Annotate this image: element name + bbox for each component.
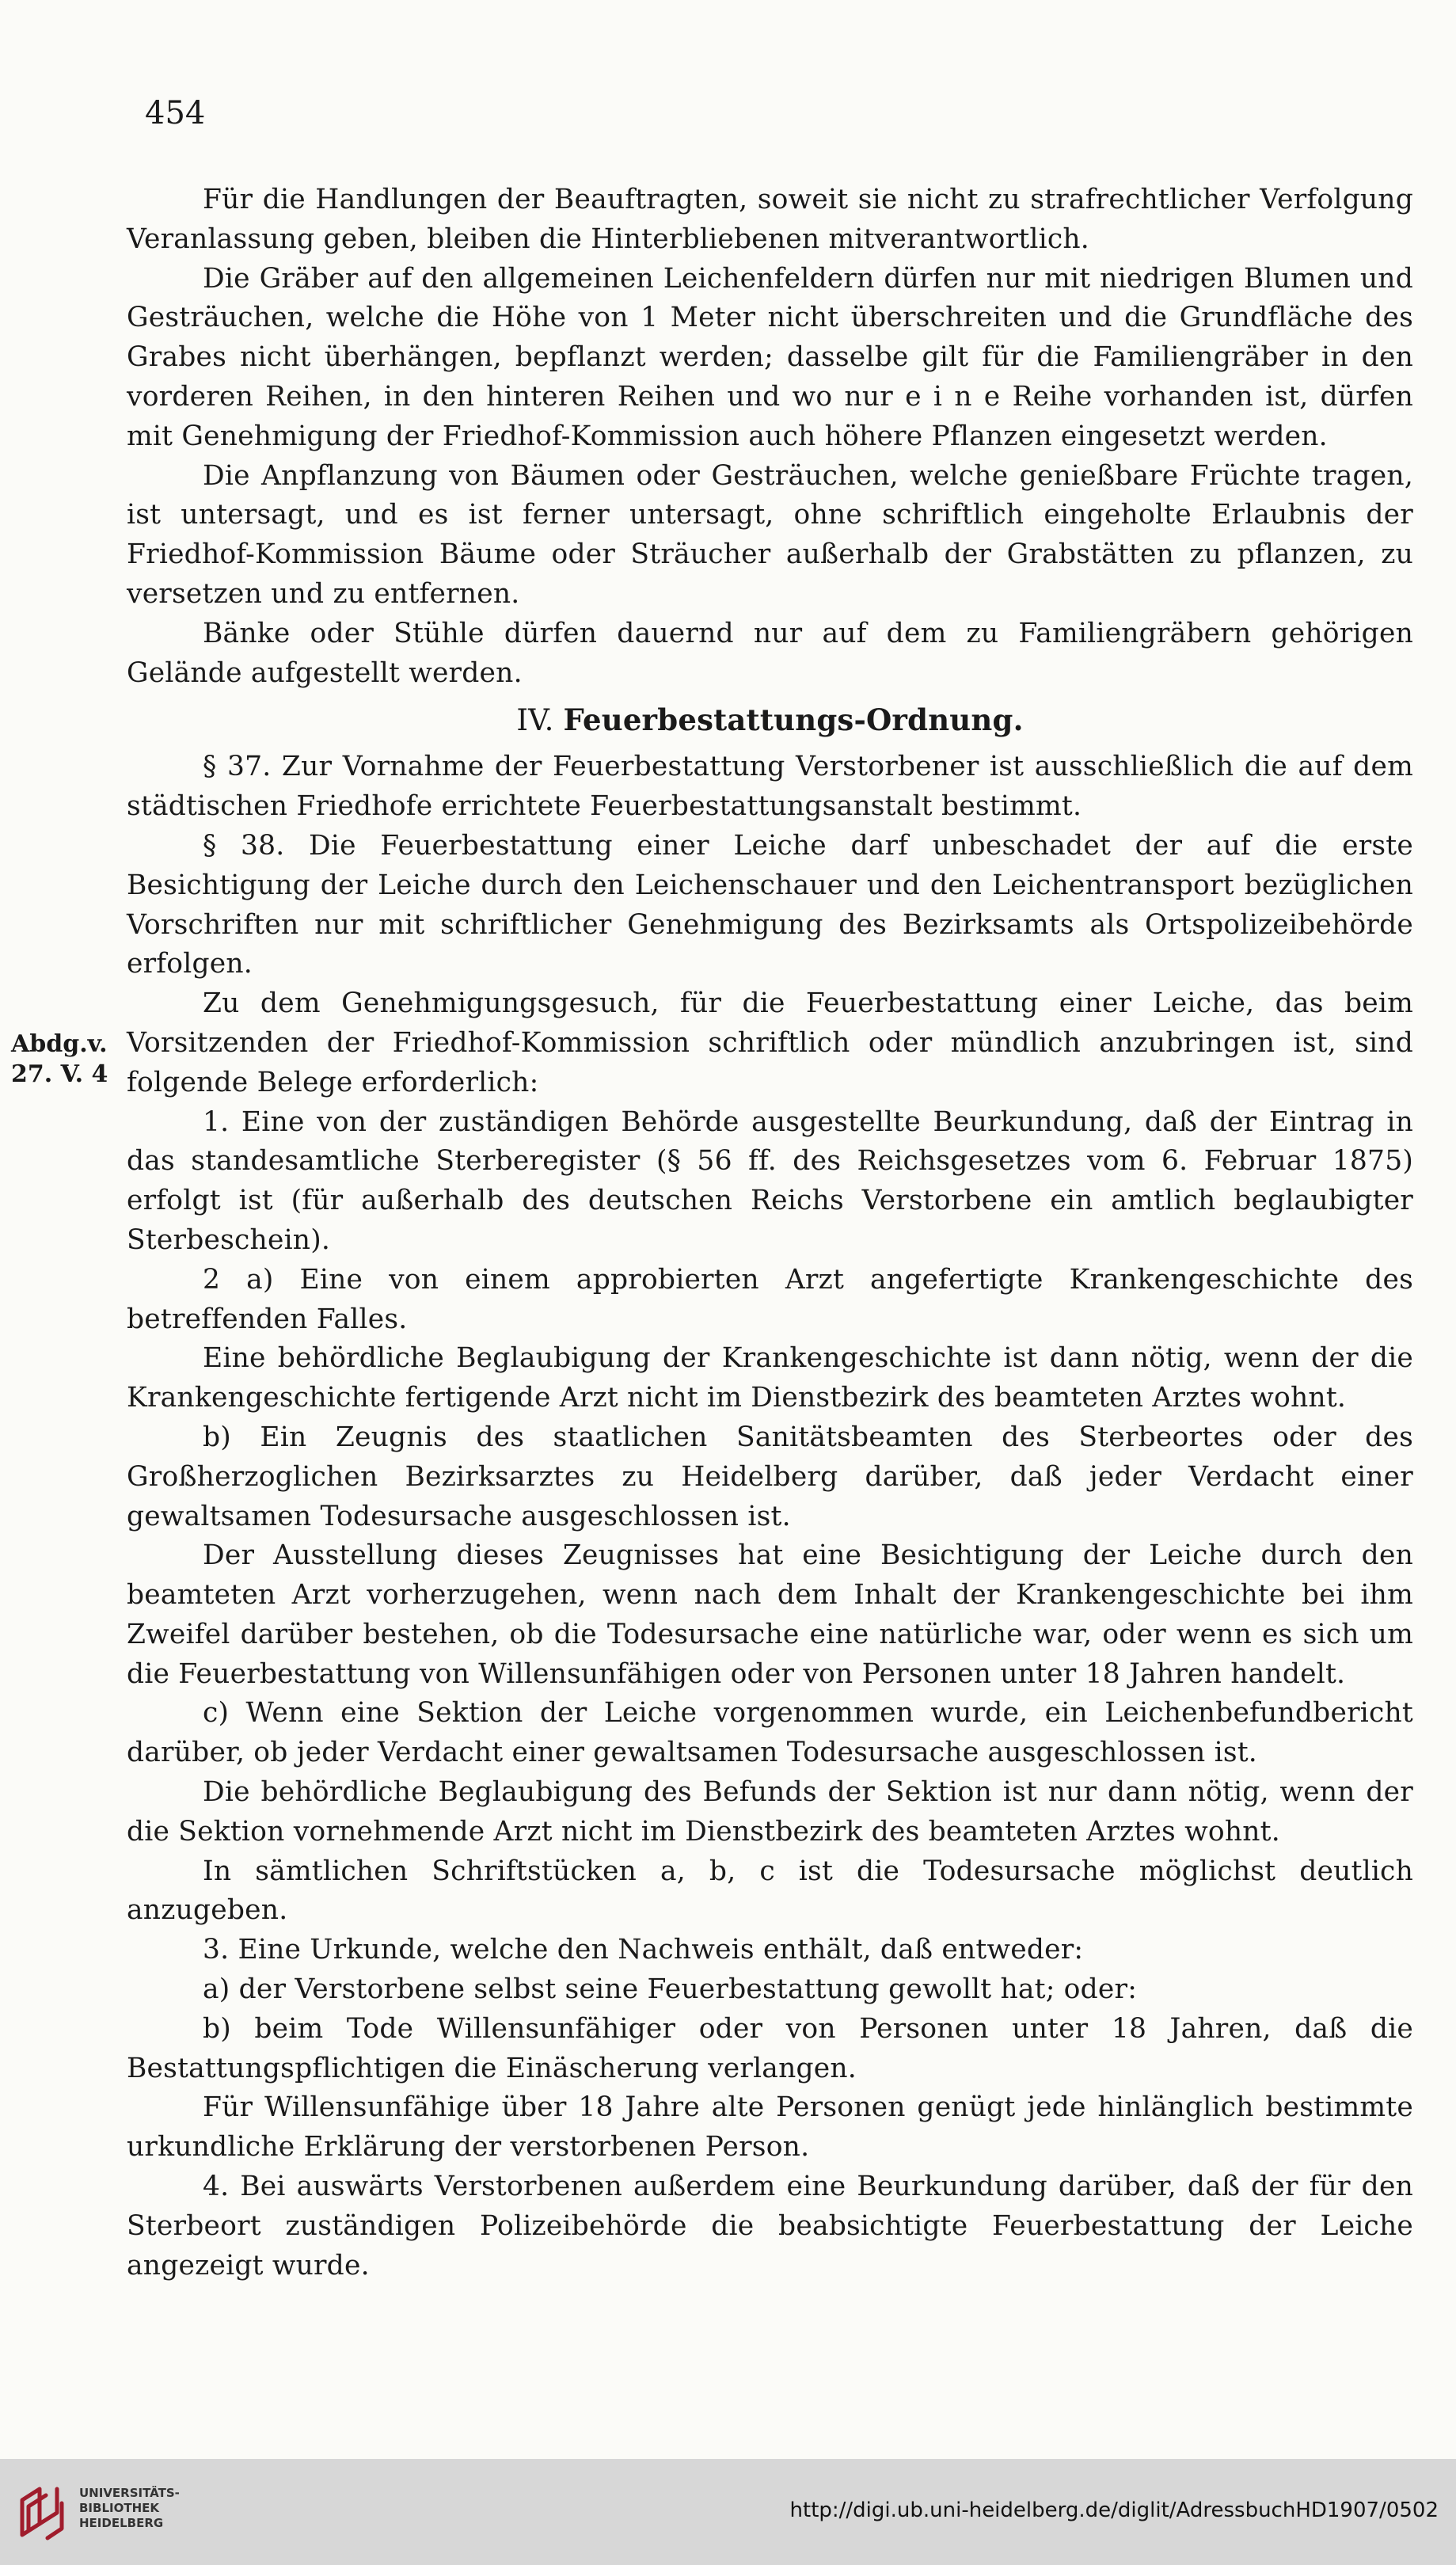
list-item: b) beim Tode Willensunfähiger oder von Personen unter 18 Jahren, daß die Bestattungspflichtigen die Einäscherung verlangen. [127,2012,1413,2084]
university-library-logo-icon[interactable] [16,2483,68,2543]
list-item: 2 a) Eine von einem approbierten Arzt angefertigte Krankengeschichte des betreffenden Falles. [127,1263,1413,1335]
paragraph: Für die Handlungen der Beauftragten, soweit sie nicht zu strafrechtlicher Verfolgung Veranlassung geben, bleiben die Hinterbliebenen mitverantwortlich. [127,184,1413,255]
library-name-line: UNIVERSITÄTS- [79,2486,180,2500]
section-title: Feuerbestattungs-Ordnung. [563,702,1024,738]
paragraph: Bänke oder Stühle dürfen dauernd nur auf dem zu Familiengräbern gehörigen Gelände aufgestellt werden. [127,617,1413,689]
list-item: c) Wenn eine Sektion der Leiche vorgenommen wurde, ein Leichenbefundbericht darüber, ob jeder Verdacht einer gewaltsamen Todesursache ausgeschlossen ist. [127,1697,1413,1769]
paragraph: § 37. Zur Vornahme der Feuerbestattung Verstorbener ist ausschließlich die auf dem städtischen Friedhofe errichtete Feuerbestattungsanstalt bestimmt. [127,751,1413,823]
list-item: 1. Eine von der zuständigen Behörde ausgestellte Beurkundung, daß der Eintrag in das standesamtliche Sterberegister (§ 56 ff. des Reichsgesetzes vom 6. Februar 1875) erfolgt ist (für außerhalb des deutschen Reichs Verstorbene ein amtlich beglaubigter Sterbeschein). [127,1106,1413,1256]
marginal-note-line: Abdg.v. [11,1030,108,1058]
list-item: 3. Eine Urkunde, welche den Nachweis enthält, daß entweder: [203,1934,1084,1966]
paragraph: Die Anpflanzung von Bäumen oder Gesträuchen, welche genießbare Früchte tragen, ist untersagt, und es ist ferner untersagt, ohne schriftlich eingeholte Erlaubnis der Friedhof-Kommission Bäume oder Sträucher außerhalb der Grabstätten zu pflanzen, zu versetzen und zu entfernen. [127,459,1413,610]
footer-bar [0,2459,1456,2565]
paragraph: In sämtlichen Schriftstücken a, b, c ist die Todesursache möglichst deutlich anzugeben. [127,1855,1413,1927]
paragraph: § 38. Die Feuerbestattung einer Leiche darf unbeschadet der auf die erste Besichtigung der Leiche durch den Leichenschauer und den Leichentransport bezüglichen Vorschriften nur mit schriftlicher Genehmigung des Bezirksamts als Ortspolizeibehörde erfolgen. [127,829,1413,980]
page-number: 454 [145,95,206,131]
list-item: 4. Bei auswärts Verstorbenen außerdem eine Beurkundung darüber, daß der für den Sterbeort zuständigen Polizeibehörde die beabsichtigte Feuerbestattung der Leiche angezeigt wurde. [127,2171,1413,2281]
paragraph: Eine behördliche Beglaubigung der Krankengeschichte ist dann nötig, wenn der die Krankengeschichte fertigende Arzt nicht im Dienstbezirk des beamteten Arztes wohnt. [127,1342,1413,1414]
list-item: b) Ein Zeugnis des staatlichen Sanitätsbeamten des Sterbeortes oder des Großherzoglichen Bezirksarztes zu Heidelberg darüber, daß jeder Verdacht einer gewaltsamen Todesursache ausgeschlossen ist. [127,1421,1413,1532]
library-name-line: BIBLIOTHEK [79,2501,159,2515]
marginal-note-line: 27. V. 4 [11,1060,108,1088]
section-numeral: IV. [516,703,554,738]
marginal-note [11,1029,108,1090]
section-heading [127,698,1413,743]
library-name-line: HEIDELBERG [79,2516,164,2530]
source-url-link[interactable]: http://digi.ub.uni-heidelberg.de/diglit/AdressbuchHD1907/0502 [789,2498,1439,2522]
library-name [79,2486,180,2531]
paragraph: Die Gräber auf den allgemeinen Leichenfeldern dürfen nur mit niedrigen Blumen und Gesträuchen, welche die Höhe von 1 Meter nicht überschreiten und die Grundfläche des Grabes nicht überhängen, bepflanzt werden; dasselbe gilt für die Familiengräber in den vorderen Reihen, in den hinteren Reihen und wo nur e i n e Reihe vorhanden ist, dürfen mit Genehmigung der Friedhof-Kommission auch höhere Pflanzen eingesetzt werden. [127,262,1413,452]
paragraph: Die behördliche Beglaubigung des Befunds der Sektion ist nur dann nötig, wenn der die Sektion vornehmende Arzt nicht im Dienstbezirk des beamteten Arztes wohnt. [127,1776,1413,1848]
list-item: a) der Verstorbene selbst seine Feuerbestattung gewollt hat; oder: [203,1973,1138,2006]
paragraph: Der Ausstellung dieses Zeugnisses hat eine Besichtigung der Leiche durch den beamteten Arzt vorherzugehen, wenn nach dem Inhalt der Krankengeschichte bei ihm Zweifel darüber bestehen, ob die Todesursache eine natürliche war, oder wenn es sich um die Feuerbestattung von Willensunfähigen oder von Personen unter 18 Jahren handelt. [127,1539,1413,1690]
paragraph: Für Willensunfähige über 18 Jahre alte Personen genügt jede hinlänglich bestimmte urkundliche Erklärung der verstorbenen Person. [127,2091,1413,2164]
paragraph: Zu dem Genehmigungsgesuch, für die Feuerbestattung einer Leiche, das beim Vorsitzenden der Friedhof-Kommission schriftlich oder mündlich anzubringen ist, sind folgende Belege erforderlich: [127,988,1413,1098]
body-text [127,181,1413,2285]
